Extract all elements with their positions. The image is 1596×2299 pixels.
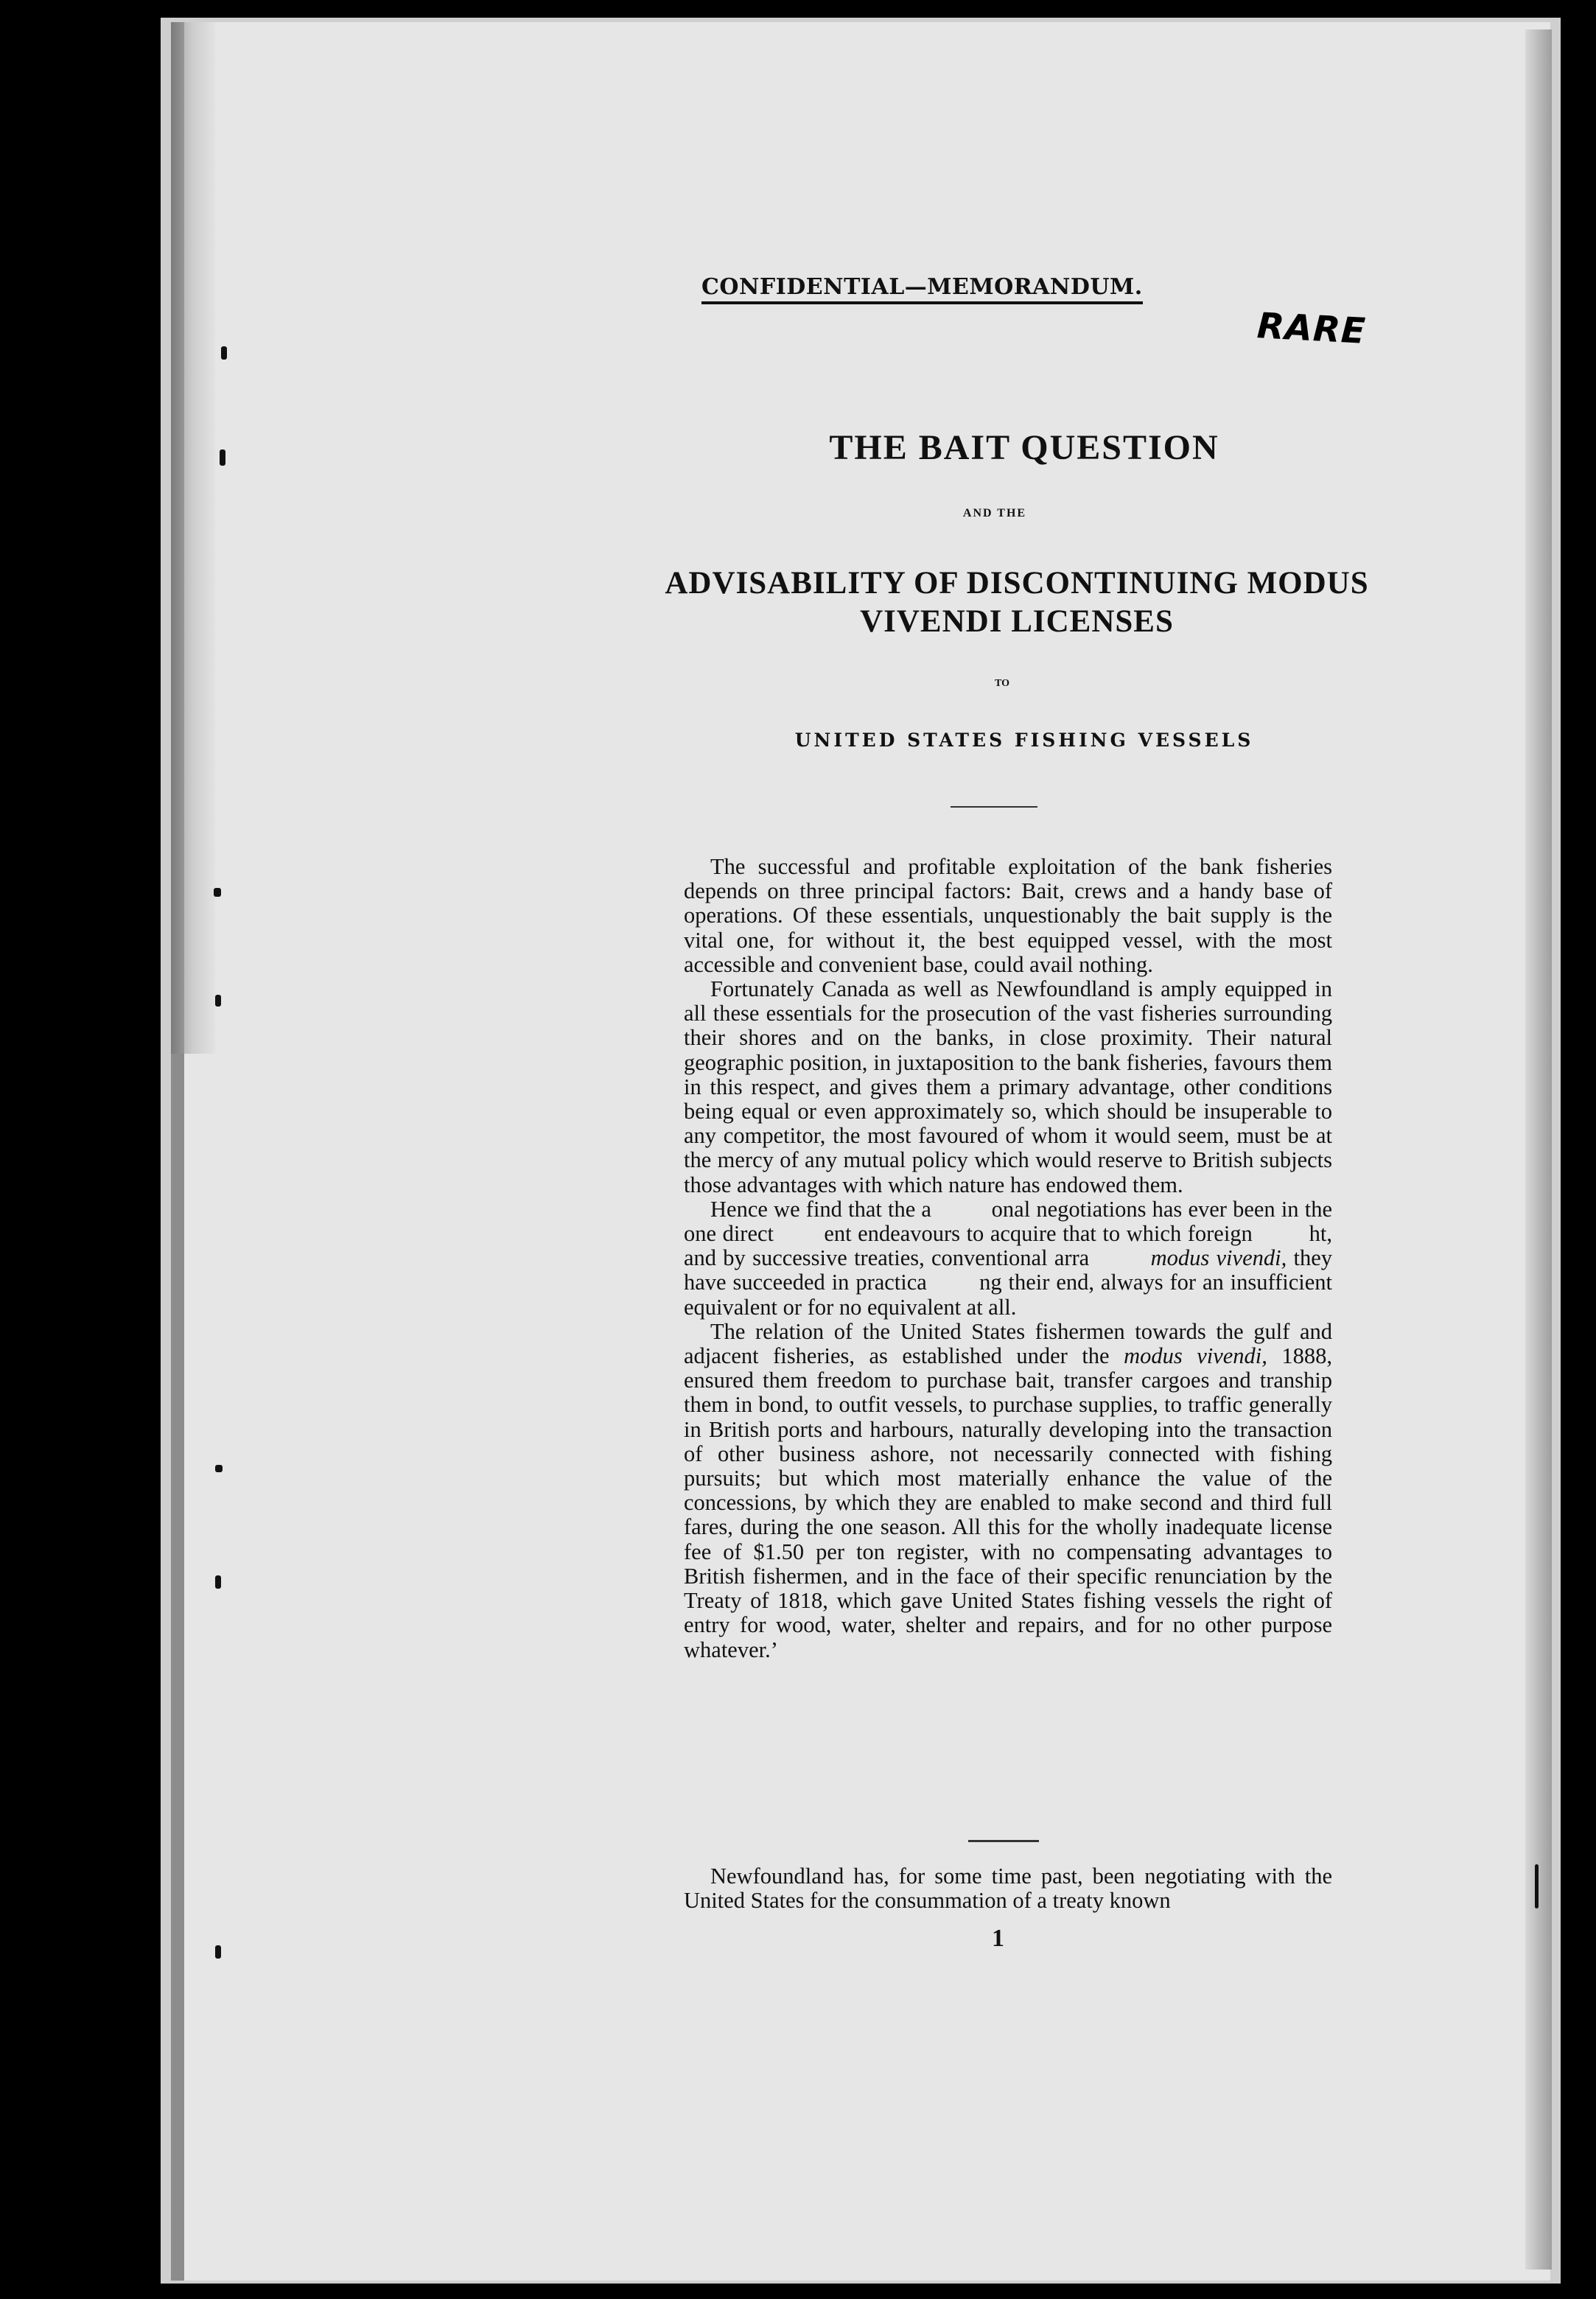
paragraph-newfoundland-treaty: Newfoundland has, for some time past, been negotiating with the United States for the consummation of a treaty known (684, 1864, 1332, 1914)
edge-mark (1535, 1864, 1539, 1908)
body-section-2 (684, 1864, 1332, 1913)
binding-hole-mark (220, 449, 225, 466)
binding-hole-mark (214, 888, 221, 897)
binding-hole-mark (215, 1945, 221, 1959)
subtitle-line-2: VIVENDI LICENSES (860, 604, 1174, 639)
paragraph-us-fishermen: The relation of the United States fishermen towards the gulf and adjacent fisheries, as established under the modus vivendi, 1888, ensured them freedom to purchase bait, transfer cargoes and tranship them in bond, to outfit vessels, to purchase supplies, to traffic generally in British ports and harbours, naturally developing into the transaction of other business ashore, not necessarily connected with fishing pursuits; but which most materially enhance the value of the concessions, by which they are enabled to make second and third full fares, during the one season. All this for the wholly inadequate license fee of $1.50 per ton register, with no compensating advantages to British fishermen, and in the face of their specific renunciation by the Treaty of 1818, which gave United States fishing vessels the right of entry for wood, water, shelter and repairs, and for no other purpose whatever.’ (684, 1318, 1332, 1662)
binding-hole-mark (215, 995, 221, 1007)
subtitle-line-1: ADVISABILITY OF DISCONTINUING MODUS (665, 566, 1369, 601)
binding-hole-mark (221, 346, 227, 360)
binding-hole-mark (215, 1465, 223, 1472)
rare-stamp: RARE (1256, 305, 1368, 352)
title-subject: UNITED STATES FISHING VESSELS (794, 729, 1254, 751)
document-subtitle (663, 564, 1371, 641)
confidential-label: CONFIDENTIAL—MEMORANDUM. (701, 274, 1143, 304)
page-stack-edge (1525, 29, 1552, 2270)
binding-edge (171, 22, 215, 1054)
binding-hole-mark (215, 1575, 221, 1589)
title-connector: AND THE (962, 507, 1027, 519)
paragraph-bait-factors: The successful and profitable exploitation of the bank fisheries depends on three principal factors: Bait, crews and a handy base of operations. Of these essentials, unquestionably the bait supply is the vital one, for without it, the best equipped vessel, with the most accessible and convenient base, could avail nothing. (684, 854, 1332, 977)
body-section-1 (684, 855, 1332, 1662)
page-number: 1 (992, 1925, 1004, 1952)
paragraph-canada-newfoundland: Fortunately Canada as well as Newfoundland is amply equipped in all these essentials for the prosecution of the vast fisheries surrounding their shores and on the banks, in close proximity. Their natural geographic position, in juxtaposition to the bank fisheries, favours them in this respect, and gives them a primary advantage, other conditions being equal or even approximately so, which should be insuperable to any competitor, the most favoured of whom it would seem, must be at the mercy of any mutual policy which would reserve to British subjects those advantages with which nature has endowed them. (684, 976, 1332, 1197)
title-connector-to: TO (995, 678, 1009, 689)
paragraph-negotiations: Hence we find that the a onal negotiations has ever been in the one direct ent endeavours to acquire that to which foreign ht, and by successive treaties, conventional arra modus vivendi, they have succeeded in practica ng their end, always for an insufficient equivalent or for no equivalent at all. (684, 1196, 1333, 1320)
section-divider (951, 806, 1037, 808)
document-title: THE BAIT QUESTION (829, 428, 1219, 467)
paragraph-divider (968, 1840, 1039, 1842)
